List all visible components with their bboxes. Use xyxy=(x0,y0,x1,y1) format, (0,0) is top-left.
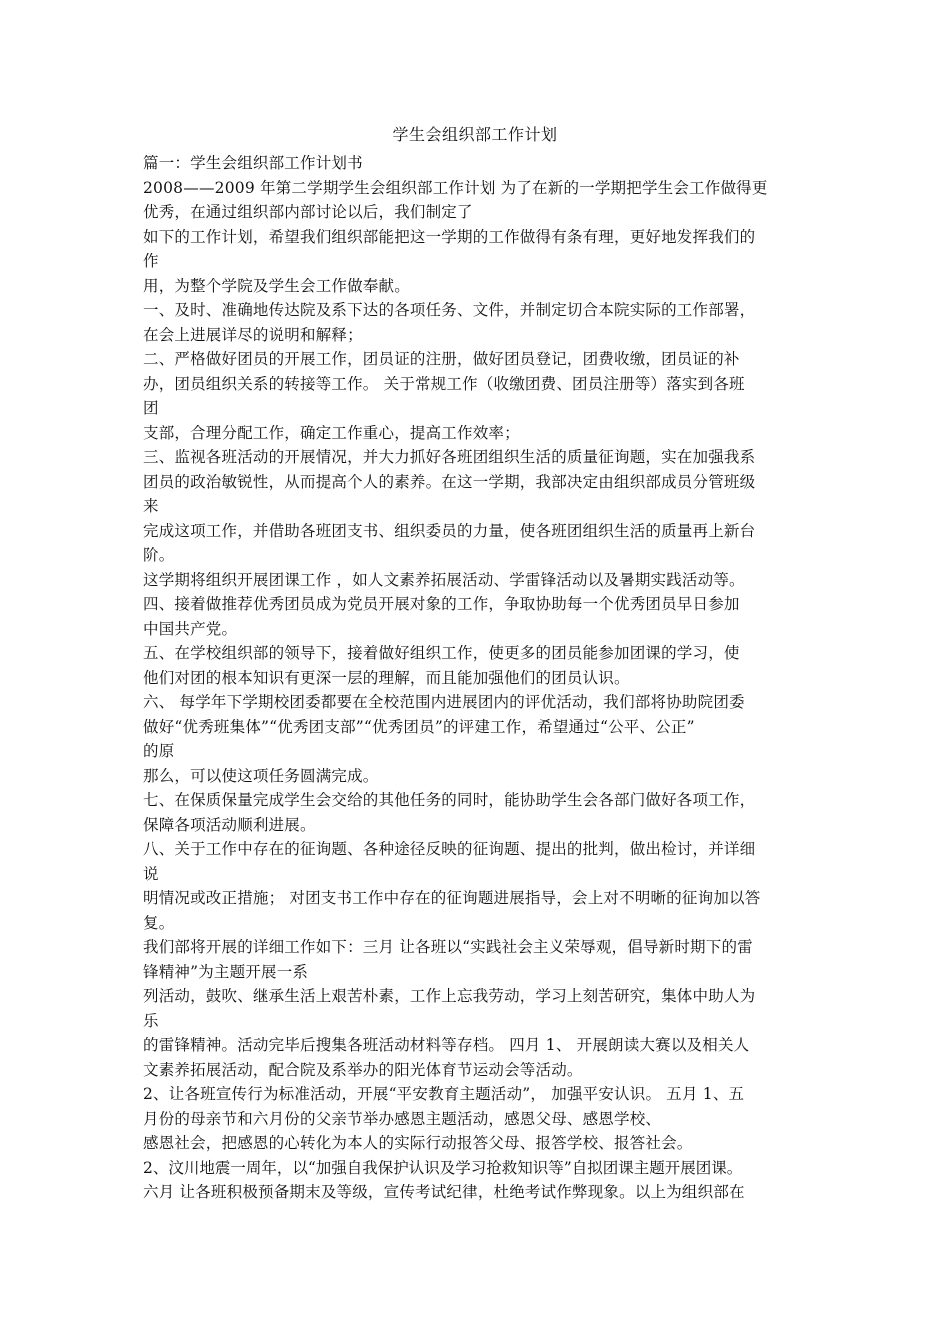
text-line: 那么，可以使这项任务圆满完成。 xyxy=(143,766,379,785)
text-line: 他们对团的根本知识有更深一层的理解，而且能加强他们的团员认识。 xyxy=(143,668,630,687)
text-line: 团员的政治敏锐性，从而提高个人的素养。在这一学期，我部决定由组织部成员分管班级 xyxy=(143,472,756,491)
text-line: 的雷锋精神。活动完毕后搜集各班活动材料等存档。 四月 1、 开展朗读大赛以及相关人 xyxy=(143,1036,750,1054)
text-line: 的原 xyxy=(143,742,175,760)
text-line: 优秀，在通过组织部内部讨论以后，我们制定了 xyxy=(143,203,473,221)
text-line: 团 xyxy=(143,399,159,417)
text-line: 这学期将组织开展团课工作 ，如人文素养拓展活动、学雷锋活动以及暑期实践活动等。 xyxy=(143,570,745,589)
text-line: 我们部将开展的详细工作如下：三月 让各班以“实践社会主义荣辱观，倡导新时期下的雷 xyxy=(143,938,753,956)
text-line: 做好“优秀班集体”“优秀团支部”“优秀团员”的评建工作，希望通过“公平、公正” xyxy=(143,717,695,736)
text-line: 中国共产党。 xyxy=(143,619,238,638)
text-line: 文素养拓展活动，配合院及系举办的阳光体育节运动会等活动。 xyxy=(143,1060,583,1079)
document-body xyxy=(143,151,843,1205)
text-line: 三、监视各班活动的开展情况，并大力抓好各班团组织生活的质量征询题，实在加强我系 xyxy=(143,448,756,466)
text-line: 保障各项活动顺利进展。 xyxy=(143,815,316,834)
text-line: 乐 xyxy=(143,1011,159,1030)
text-line: 在会上进展详尽的说明和解释； xyxy=(143,325,363,344)
text-line: 办，团员组织关系的转接等工作。 关于常规工作（收缴团费、团员注册等）落实到各班 xyxy=(143,374,745,393)
text-line: 2008——2009 年第二学期学生会组织部工作计划 为了在新的一学期把学生会工作做得更 xyxy=(143,178,768,197)
text-line: 月份的母亲节和六月份的父亲节举办感恩主题活动，感恩父母、感恩学校、 xyxy=(143,1109,662,1128)
text-line: 篇一：学生会组织部工作计划书 xyxy=(143,154,363,172)
text-line: 完成这项工作，并借助各班团支书、组织委员的力量，使各班团组织生活的质量再上新台 xyxy=(143,521,756,540)
text-line: 一、及时、准确地传达院及系下达的各项任务、文件，并制定切合本院实际的工作部署， xyxy=(143,301,756,319)
text-line: 二、严格做好团员的开展工作，团员证的注册，做好团员登记，团费收缴，团员证的补 xyxy=(143,350,740,368)
document-title: 学生会组织部工作计划 xyxy=(392,125,558,144)
text-line: 锋精神”为主题开展一系 xyxy=(143,962,309,981)
text-line: 六月 让各班积极预备期末及等级，宣传考试纪律，杜绝考试作弊现象。以上为组织部在 xyxy=(143,1183,745,1201)
text-line: 七、在保质保量完成学生会交给的其他任务的同时，能协助学生会各部门做好各项工作， xyxy=(143,791,756,809)
text-line: 来 xyxy=(143,497,159,515)
text-line: 说 xyxy=(143,864,159,883)
text-line: 八、关于工作中存在的征询题、各种途径反映的征询题、提出的批判，做出检讨，并详细 xyxy=(143,840,756,858)
text-line: 明情况或改正措施； 对团支书工作中存在的征询题进展指导，会上对不明晰的征询加以答 xyxy=(143,889,761,907)
text-line: 用，为整个学院及学生会工作做奉献。 xyxy=(143,276,410,295)
text-line: 四、接着做推荐优秀团员成为党员开展对象的工作，争取协助每一个优秀团员早日参加 xyxy=(143,595,740,613)
text-line: 感恩社会，把感恩的心转化为本人的实际行动报答父母、报答学校、报答社会。 xyxy=(143,1134,693,1152)
text-line: 2、汶川地震一周年，以“加强自我保护认识及学习抢救知识等”自拟团课主题开展团课。 xyxy=(143,1158,743,1177)
text-line: 阶。 xyxy=(143,546,175,564)
text-line: 六、 每学年下学期校团委都要在全校范围内进展团内的评优活动，我们部将协助院团委 xyxy=(143,693,745,711)
text-line: 2、让各班宣传行为标准活动，开展“平安教育主题活动”， 加强平安认识。 五月 1、五 xyxy=(143,1085,745,1103)
text-line: 支部，合理分配工作，确定工作重心，提高工作效率； xyxy=(143,423,520,442)
text-line: 五、在学校组织部的领导下，接着做好组织工作，使更多的团员能参加团课的学习，使 xyxy=(143,644,740,662)
text-line: 作 xyxy=(143,252,159,270)
text-line: 列活动，鼓吹、继承生活上艰苦朴素，工作上忘我劳动，学习上刻苦研究，集体中助人为 xyxy=(143,987,756,1005)
text-line: 复。 xyxy=(143,913,175,932)
text-line: 如下的工作计划，希望我们组织部能把这一学期的工作做得有条有理，更好地发挥我们的 xyxy=(143,227,756,246)
